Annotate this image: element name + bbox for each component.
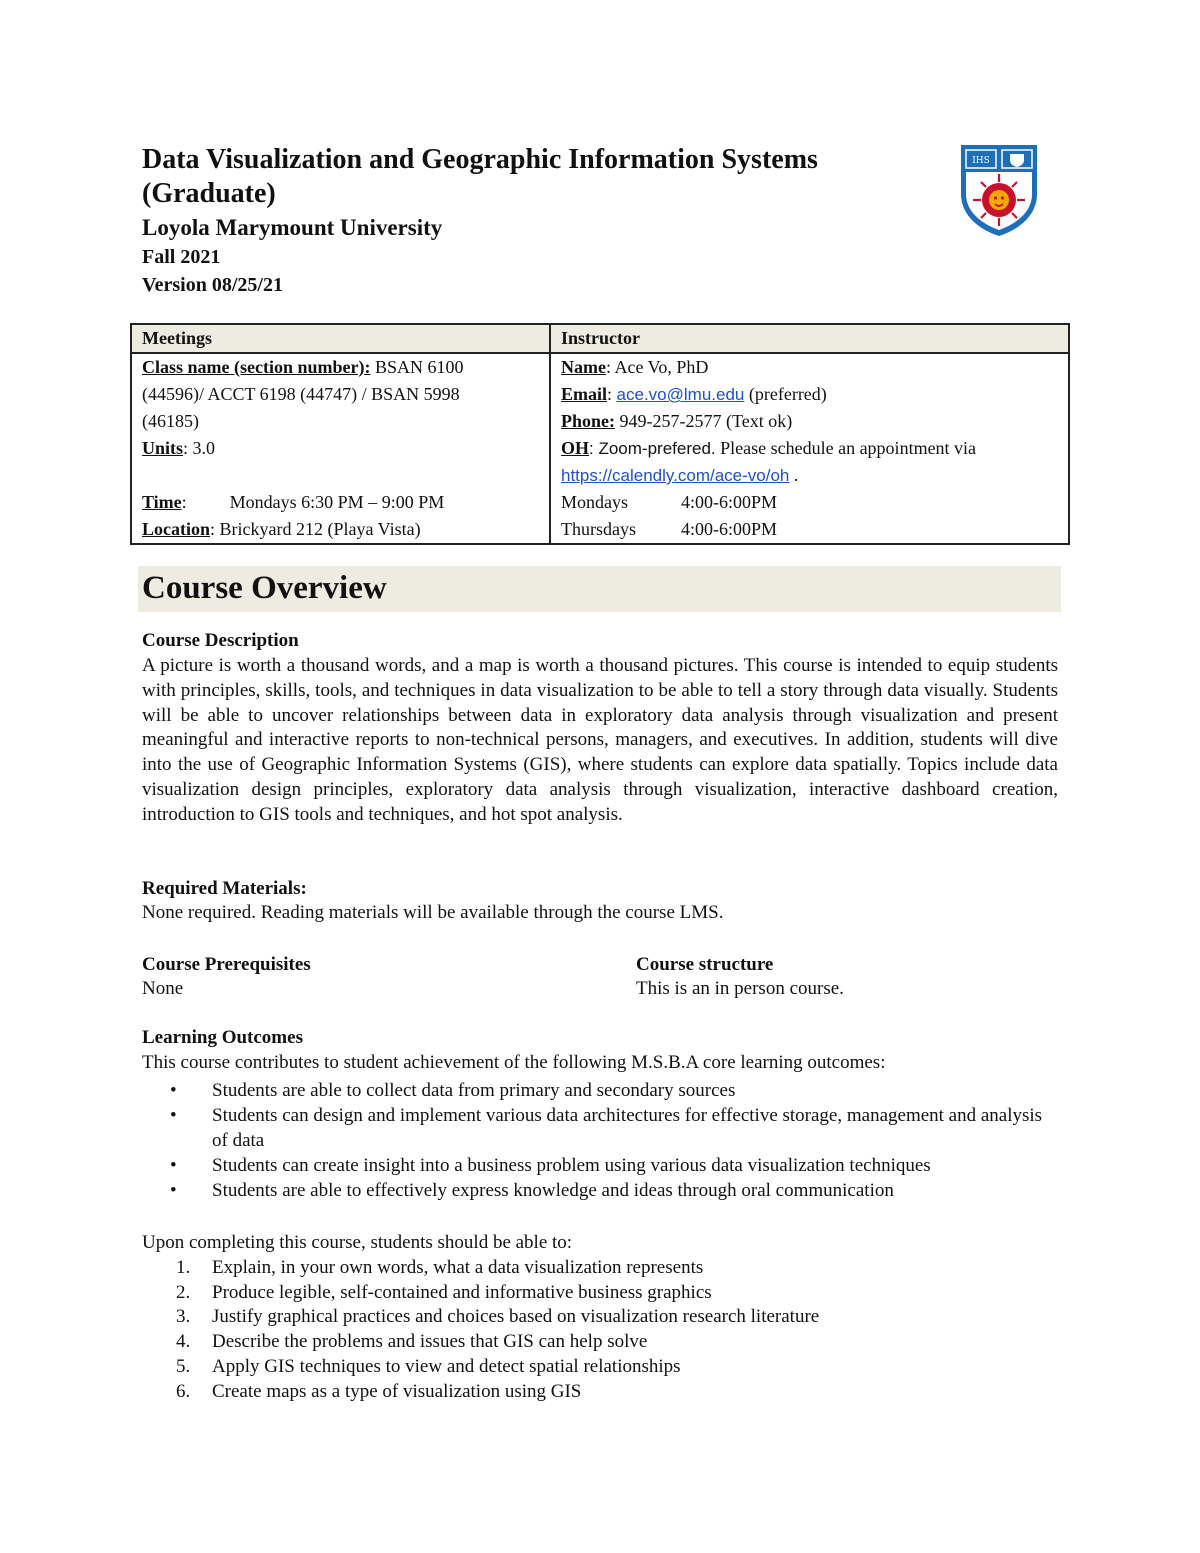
- meetings-header: Meetings: [131, 324, 550, 353]
- course-description-heading: Course Description: [142, 630, 299, 651]
- name-label: Name: [561, 357, 606, 377]
- units-value: : 3.0: [183, 438, 216, 458]
- email-label: Email: [561, 384, 608, 404]
- item-text: Describe the problems and issues that GIS can help solve: [212, 1331, 648, 1353]
- course-structure-text: This is an in person course.: [636, 978, 844, 999]
- item-text: Explain, in your own words, what a data visualization represents: [212, 1257, 704, 1278]
- version: Version 08/25/21: [142, 274, 283, 296]
- item-number: 2.: [176, 1281, 191, 1303]
- list-item: [142, 1256, 1060, 1281]
- document-title: Data Visualization and Geographic Information Systems (Graduate): [142, 144, 818, 209]
- oh-label: OH: [561, 438, 590, 458]
- oh-time-2: 4:00-6:00PM: [681, 519, 778, 539]
- list-item: [142, 1380, 1060, 1405]
- course-overview-heading: Course Overview: [142, 570, 387, 606]
- item-text: Produce legible, self-contained and informative business graphics: [212, 1281, 712, 1303]
- course-description-text: A picture is worth a thousand words, and a map is worth a thousand pictures. This course is intended to equip students with principles, skills, tools, and techniques in data visualization to be able to tell a story through data visually. Students will be able to uncover relationships between data in exploratory data analysis through visualization and present meaningful and interactive reports to non-technical persons, managers, and executives. In addition, students will dive into the use of Geographic Information Systems (GIS), where students can explore data spatially. Topics include data visualization design principles, exploratory data analysis through visualization, interactive dashboard creation, introduction to GIS tools and techniques, and hot spot analysis.: [142, 655, 1058, 825]
- email-suffix: (preferred): [744, 384, 827, 404]
- required-materials-heading: Required Materials:: [142, 878, 307, 899]
- lmu-seal-logo: [958, 142, 1040, 238]
- list-item: [142, 1305, 1060, 1330]
- course-structure-heading: Course structure: [636, 954, 774, 975]
- item-number: 1.: [176, 1257, 191, 1278]
- svg-text:IHS: IHS: [972, 156, 990, 166]
- learning-outcomes-intro: This course contributes to student achievement of the following M.S.B.A core learning outcomes:: [142, 1052, 886, 1073]
- class-name-value: BSAN 6100: [370, 357, 464, 377]
- item-number: 3.: [176, 1306, 191, 1328]
- term: Fall 2021: [142, 246, 221, 268]
- oh-day-1: Mondays: [561, 492, 628, 512]
- list-item: [142, 1330, 1060, 1355]
- completion-list: [142, 1256, 1060, 1404]
- university-name: Loyola Marymount University: [142, 215, 443, 240]
- list-item: • Students are able to collect data from primary and secondary sources: [142, 1078, 1060, 1103]
- list-item: • Students can design and implement various data architectures for effective storage, management and analysis of data: [142, 1103, 1060, 1153]
- required-materials-text: None required. Reading materials will be available through the course LMS.: [142, 902, 724, 923]
- item-number: 4.: [176, 1331, 191, 1353]
- instructor-cell: Name: Ace Vo, PhD Email: ace.vo@lmu.edu (preferred) Phone: 949-257-2577 (Text ok) OH: Zoom-prefered. Please schedule an appointment via https://calendly.com/ace-vo/oh . Mondays 4:00-6:00PM Thursdays 4:00-6:00PM: [550, 353, 1069, 544]
- oh-value-2: Please schedule an appointment via: [715, 438, 977, 458]
- item-text: Create maps as a type of visualization using GIS: [212, 1380, 582, 1402]
- item-text: Apply GIS techniques to view and detect spatial relationships: [212, 1355, 681, 1377]
- meetings-cell: Class name (section number): BSAN 6100 (44596)/ ACCT 6198 (44747) / BSAN 5998 (46185) Units: 3.0 Time: Mondays 6:30 PM – 9:00 PM Location: Brickyard 212 (Playa Vista): [131, 353, 550, 544]
- list-item: [142, 1355, 1060, 1380]
- course-info-table: [130, 323, 1070, 545]
- class-name-value-2: (44596)/ ACCT 6198 (44747) / BSAN 5998: [142, 384, 460, 404]
- prerequisites-heading: Course Prerequisites: [142, 954, 311, 975]
- class-name-label: Class name (section number):: [142, 357, 371, 377]
- list-item: [142, 1281, 1060, 1306]
- name-value: : Ace Vo, PhD: [605, 357, 709, 377]
- class-name-value-3: (46185): [142, 411, 199, 431]
- email-link[interactable]: ace.vo@lmu.edu: [616, 385, 745, 404]
- phone-value: 949-257-2577 (Text ok): [615, 411, 793, 431]
- oh-value: : Zoom-prefered.: [589, 439, 716, 458]
- completion-intro: Upon completing this course, students should be able to:: [142, 1232, 573, 1253]
- item-text: Justify graphical practices and choices based on visualization research literature: [212, 1306, 820, 1328]
- oh-time-1: 4:00-6:00PM: [681, 492, 778, 512]
- list-item: • Students are able to effectively express knowledge and ideas through oral communication: [142, 1178, 1060, 1203]
- instructor-header: Instructor: [550, 324, 1069, 353]
- learning-outcomes-heading: Learning Outcomes: [142, 1027, 303, 1048]
- location-label: Location: [142, 519, 211, 539]
- item-number: 6.: [176, 1380, 191, 1402]
- location-value: : Brickyard 212 (Playa Vista): [210, 519, 421, 539]
- time-label: Time: [142, 492, 182, 512]
- phone-label: Phone:: [561, 411, 615, 431]
- list-item: • Students can create insight into a business problem using various data visualization techniques: [142, 1153, 1060, 1178]
- oh-link-suffix: .: [789, 465, 799, 485]
- oh-day-2: Thursdays: [561, 519, 636, 539]
- prerequisites-text: None: [142, 978, 184, 999]
- calendly-link[interactable]: https://calendly.com/ace-vo/oh: [561, 466, 790, 485]
- item-number: 5.: [176, 1355, 191, 1377]
- learning-outcomes-list: [142, 1078, 1060, 1203]
- units-label: Units: [142, 438, 184, 458]
- time-value: Mondays 6:30 PM – 9:00 PM: [229, 492, 445, 512]
